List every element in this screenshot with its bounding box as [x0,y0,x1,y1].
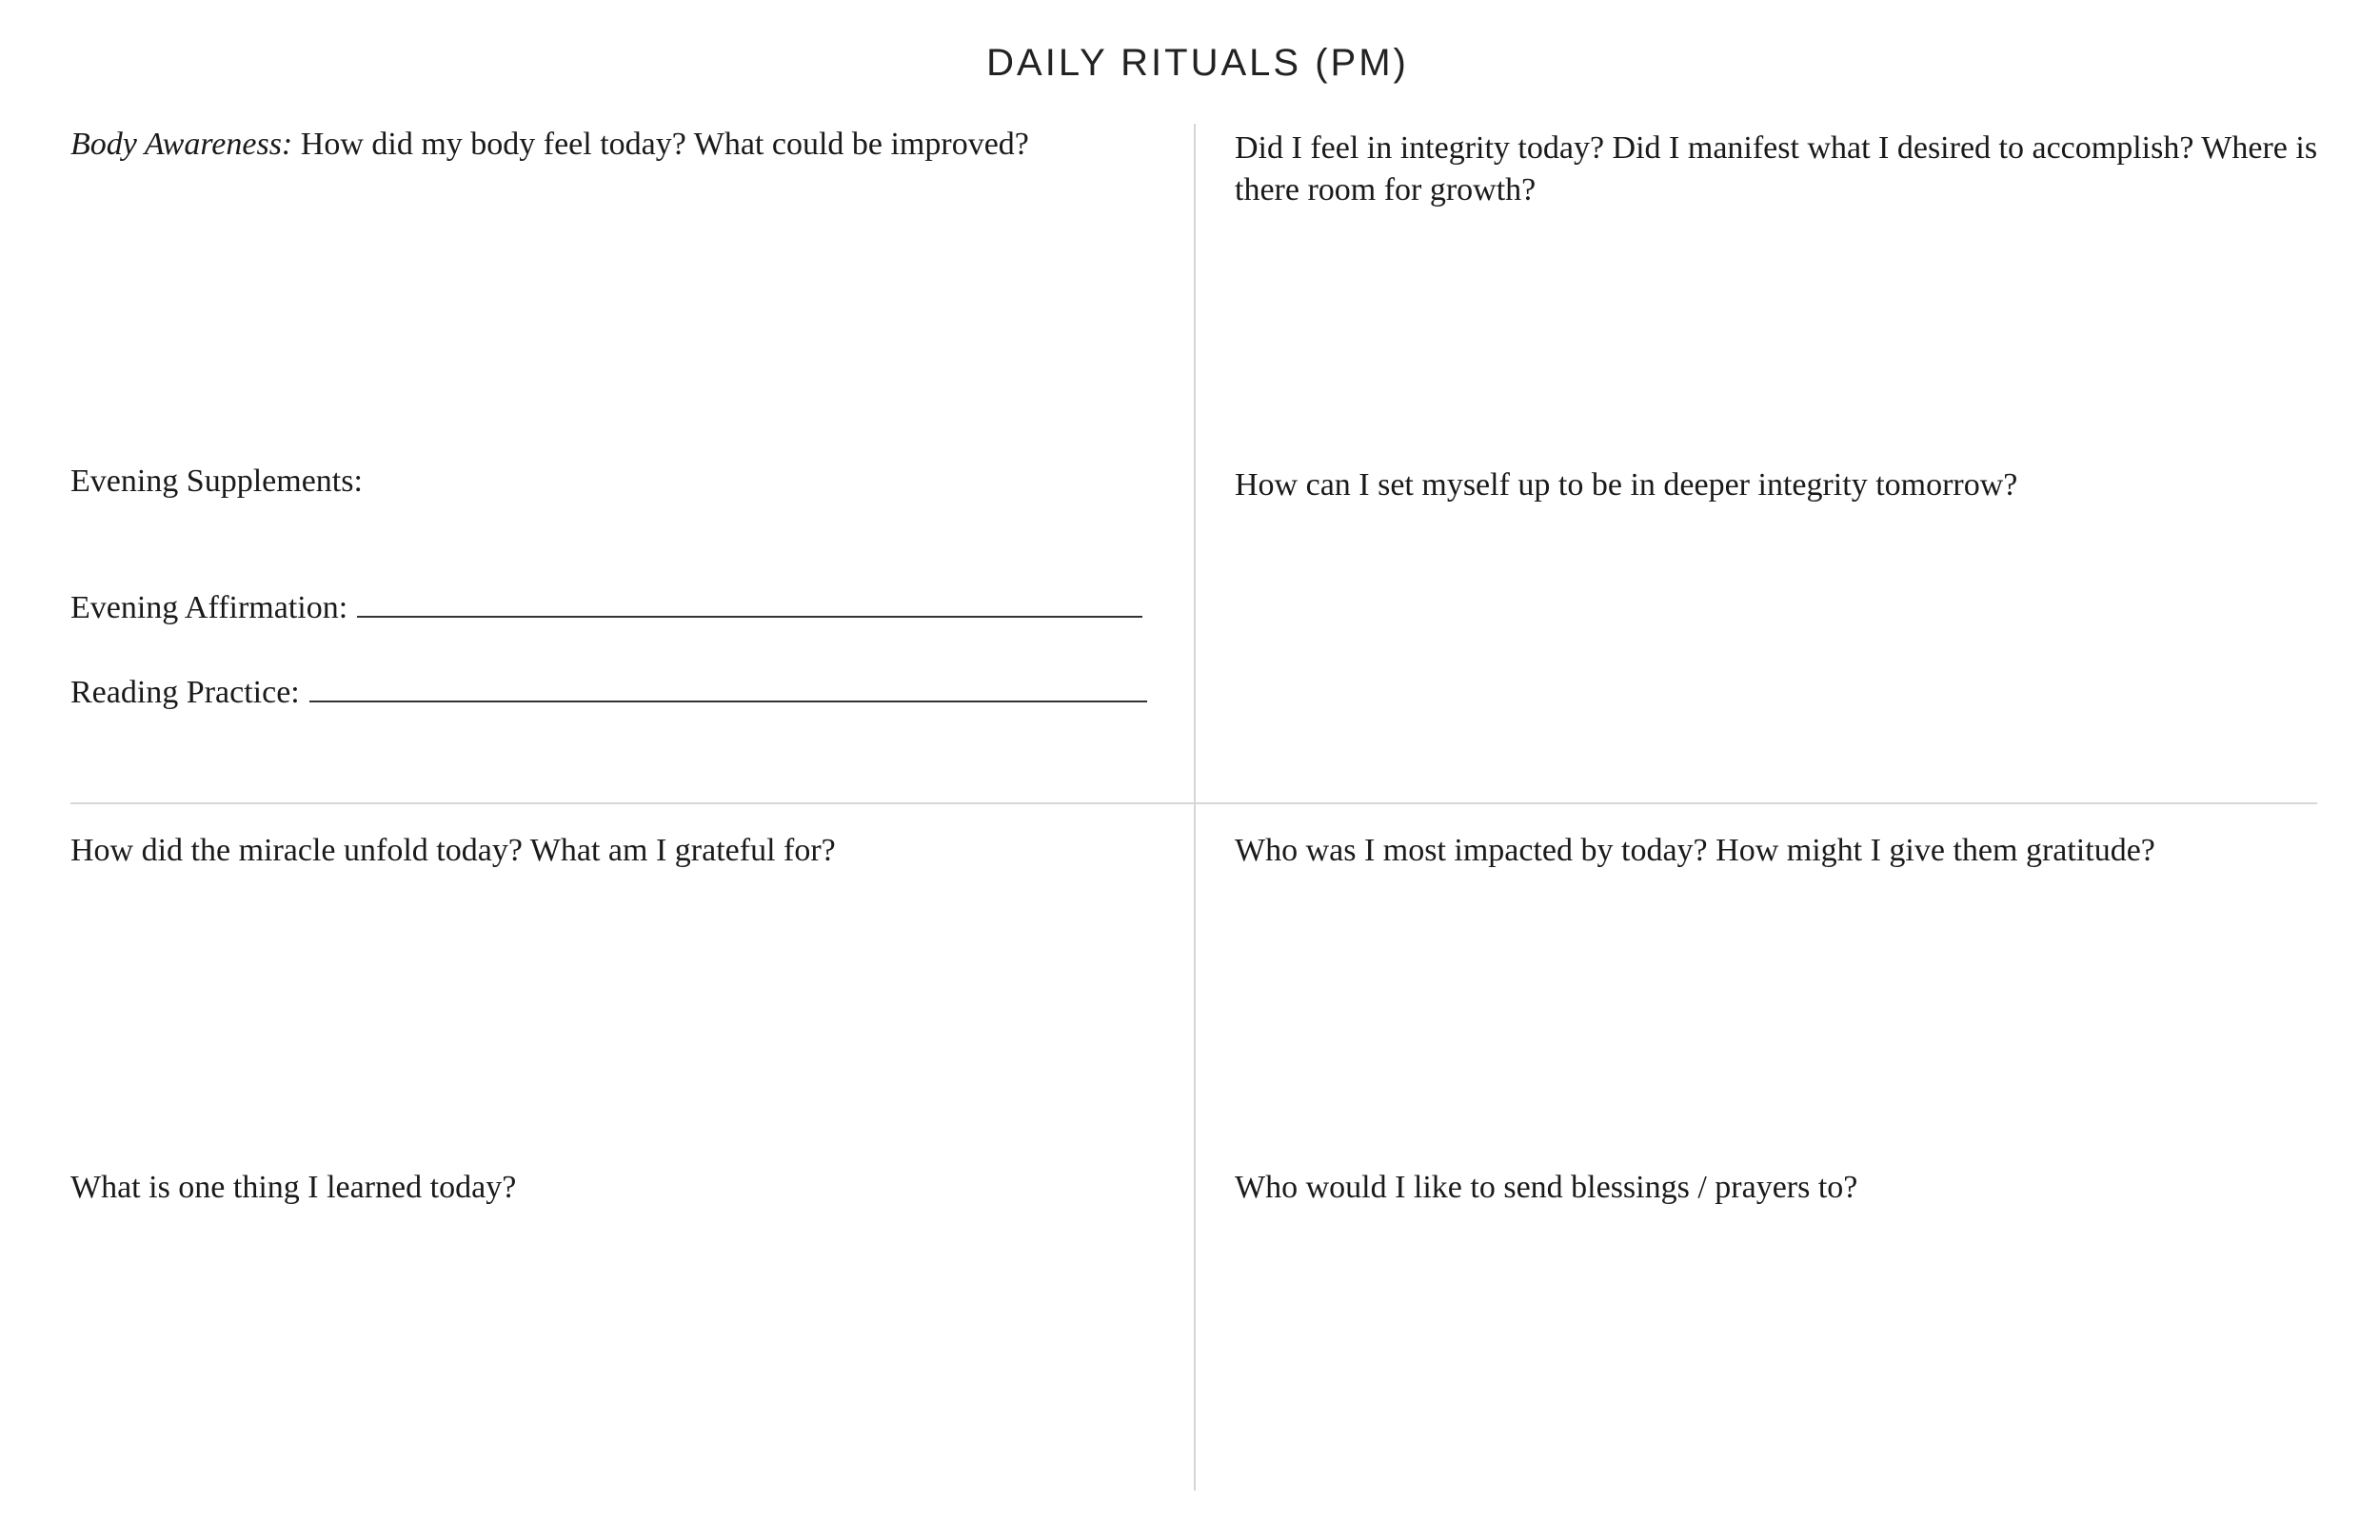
page-title: DAILY RITUALS (PM) [986,42,1409,84]
miracle-question: How did the miracle unfold today? What am I grateful for? [70,833,836,868]
body-awareness-question: How did my body feel today? What could be improved? [292,127,1029,162]
body-awareness-prompt [70,124,1175,166]
reading-practice-row [70,672,1147,714]
learned-question: What is one thing I learned today? [70,1170,517,1205]
tomorrow-question: How can I set myself up to be in deeper integrity tomorrow? [1235,467,2018,503]
vertical-divider [1194,124,1196,1491]
evening-supplements-label: Evening Supplements: [70,464,363,499]
reading-practice-label: Reading Practice: [70,675,300,710]
evening-affirmation-label: Evening Affirmation: [70,590,348,625]
impacted-question: Who was I most impacted by today? How might I give them gratitude? [1235,833,2155,868]
reading-practice-blank[interactable] [309,672,1147,702]
body-awareness-label: Body Awareness: [70,127,293,162]
evening-affirmation-blank[interactable] [357,587,1142,618]
blessings-question: Who would I like to send blessings / prayers to? [1235,1170,1858,1205]
horizontal-divider [70,802,2317,804]
evening-affirmation-row [70,587,1142,629]
integrity-question: Did I feel in integrity today? Did I manifest what I desired to accomplish? Where is there room for growth? [1235,130,2318,207]
